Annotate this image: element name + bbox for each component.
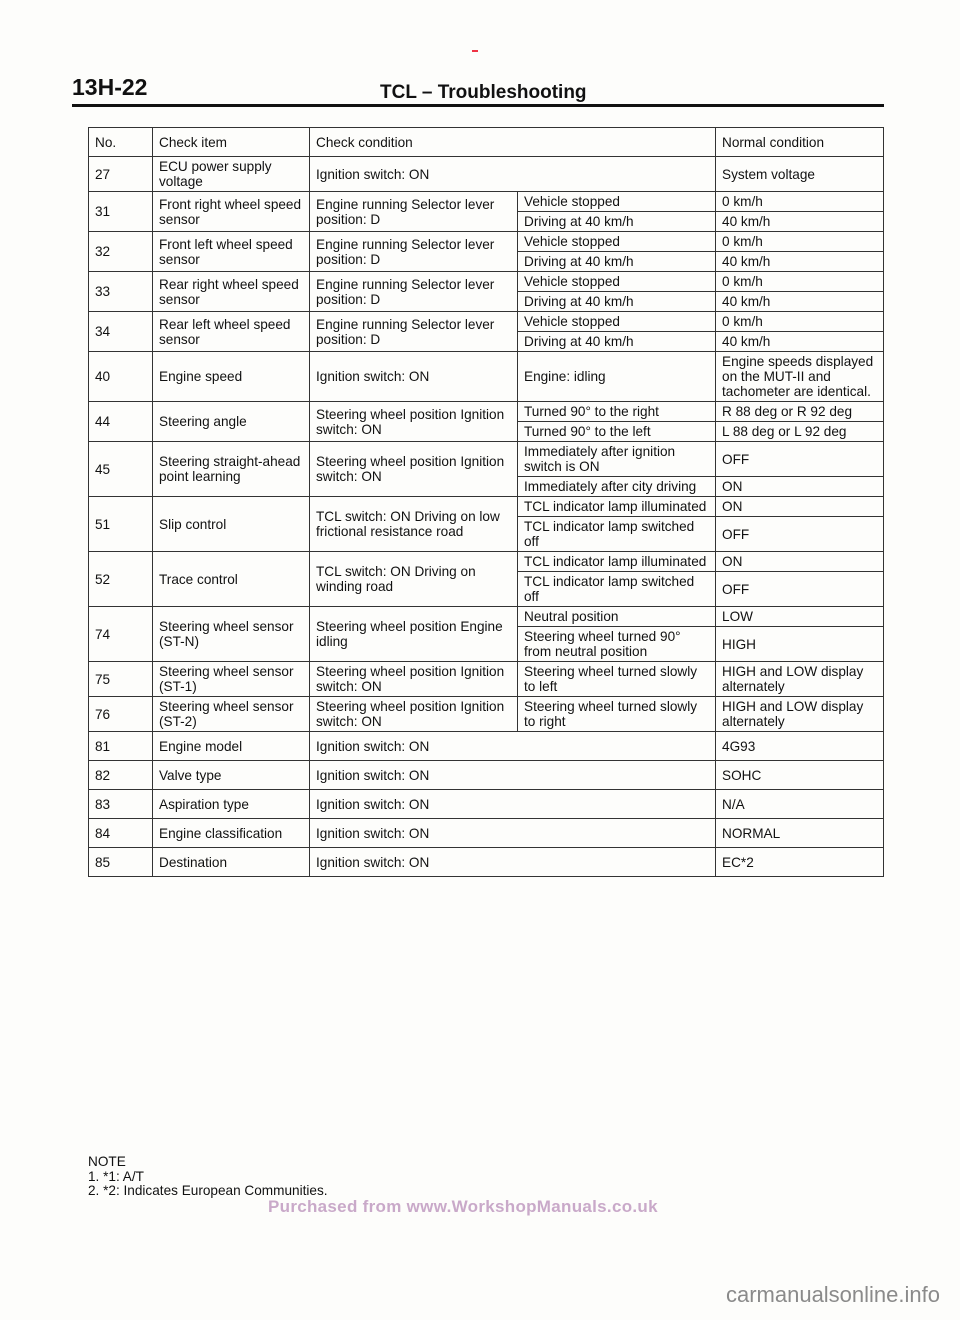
table-row [89, 607, 884, 627]
check-condition: Steering wheel position Ignition switch: ON [310, 442, 518, 497]
sub-condition: Vehicle stopped [518, 232, 716, 252]
header-rule [72, 104, 884, 107]
check-condition: Engine running Selector lever position: D [310, 232, 518, 272]
normal-condition: 0 km/h [716, 192, 884, 212]
check-condition: Engine running Selector lever position: D [310, 312, 518, 352]
table-row [89, 312, 884, 332]
check-condition: Engine running Selector lever position: D [310, 192, 518, 232]
table-row [89, 819, 884, 848]
sub-condition: TCL indicator lamp switched off [518, 572, 716, 607]
check-item: Aspiration type [153, 790, 310, 819]
normal-condition: OFF [716, 517, 884, 552]
row-number: 82 [89, 761, 153, 790]
table-row [89, 552, 884, 572]
normal-condition: HIGH and LOW display alternately [716, 662, 884, 697]
row-number: 45 [89, 442, 153, 497]
row-number: 34 [89, 312, 153, 352]
sub-condition: Immediately after ignition switch is ON [518, 442, 716, 477]
normal-condition: HIGH [716, 627, 884, 662]
table-row [89, 848, 884, 877]
row-number: 32 [89, 232, 153, 272]
normal-condition: 40 km/h [716, 252, 884, 272]
check-condition: Ignition switch: ON [310, 819, 716, 848]
normal-condition: OFF [716, 572, 884, 607]
check-item: Steering wheel sensor (ST-1) [153, 662, 310, 697]
normal-condition: 40 km/h [716, 292, 884, 312]
row-number: 81 [89, 732, 153, 761]
table-row [89, 761, 884, 790]
notes [88, 1155, 328, 1199]
sub-condition: Vehicle stopped [518, 272, 716, 292]
sub-condition: TCL indicator lamp illuminated [518, 552, 716, 572]
table-row [89, 442, 884, 477]
table-row [89, 192, 884, 212]
normal-condition: 40 km/h [716, 212, 884, 232]
check-condition: TCL switch: ON Driving on winding road [310, 552, 518, 607]
sub-condition: Steering wheel turned slowly to right [518, 697, 716, 732]
row-number: 31 [89, 192, 153, 232]
margin-mark [472, 50, 478, 52]
normal-condition: EC*2 [716, 848, 884, 877]
table-row [89, 662, 884, 697]
table-row [89, 697, 884, 732]
normal-condition: HIGH and LOW display alternately [716, 697, 884, 732]
check-item: Engine classification [153, 819, 310, 848]
sub-condition: Driving at 40 km/h [518, 252, 716, 272]
check-item: Engine speed [153, 352, 310, 402]
check-item: Rear right wheel speed sensor [153, 272, 310, 312]
note-item: 1. *1: A/T [88, 1168, 144, 1184]
sub-condition: Turned 90° to the left [518, 422, 716, 442]
sub-condition: Driving at 40 km/h [518, 212, 716, 232]
check-condition: Steering wheel position Ignition switch: ON [310, 697, 518, 732]
normal-condition: Engine speeds displayed on the MUT-II and tachometer are identical. [716, 352, 884, 402]
col-header-normal-condition: Normal condition [716, 128, 884, 157]
check-condition: Steering wheel position Ignition switch: ON [310, 402, 518, 442]
table-row [89, 402, 884, 422]
table-row [89, 157, 884, 192]
troubleshooting-table [88, 127, 884, 877]
note-heading: NOTE [88, 1154, 126, 1169]
normal-condition: System voltage [716, 157, 884, 192]
row-number: 27 [89, 157, 153, 192]
check-item: Steering straight-ahead point learning [153, 442, 310, 497]
sub-condition: Driving at 40 km/h [518, 332, 716, 352]
normal-condition: 40 km/h [716, 332, 884, 352]
normal-condition: ON [716, 552, 884, 572]
check-condition: Ignition switch: ON [310, 352, 518, 402]
normal-condition: LOW [716, 607, 884, 627]
sub-condition: Engine: idling [518, 352, 716, 402]
table-row [89, 272, 884, 292]
check-condition: Ignition switch: ON [310, 761, 716, 790]
normal-condition: L 88 deg or L 92 deg [716, 422, 884, 442]
check-condition: Ignition switch: ON [310, 848, 716, 877]
check-item: Steering wheel sensor (ST-N) [153, 607, 310, 662]
check-condition: Ignition switch: ON [310, 157, 716, 192]
normal-condition: SOHC [716, 761, 884, 790]
row-number: 83 [89, 790, 153, 819]
normal-condition: NORMAL [716, 819, 884, 848]
check-item: Valve type [153, 761, 310, 790]
normal-condition: N/A [716, 790, 884, 819]
table-row [89, 232, 884, 252]
sub-condition: TCL indicator lamp illuminated [518, 497, 716, 517]
normal-condition: 4G93 [716, 732, 884, 761]
check-item: Steering wheel sensor (ST-2) [153, 697, 310, 732]
row-number: 33 [89, 272, 153, 312]
table-header-row [89, 128, 884, 157]
check-item: Trace control [153, 552, 310, 607]
check-condition: TCL switch: ON Driving on low frictional resistance road [310, 497, 518, 552]
check-item: ECU power supply voltage [153, 157, 310, 192]
sub-condition: Turned 90° to the right [518, 402, 716, 422]
normal-condition: 0 km/h [716, 312, 884, 332]
table-row [89, 790, 884, 819]
row-number: 75 [89, 662, 153, 697]
sub-condition: Neutral position [518, 607, 716, 627]
sub-condition: Driving at 40 km/h [518, 292, 716, 312]
normal-condition: ON [716, 477, 884, 497]
check-condition: Ignition switch: ON [310, 790, 716, 819]
row-number: 74 [89, 607, 153, 662]
check-condition: Steering wheel position Ignition switch: ON [310, 662, 518, 697]
sub-condition: Immediately after city driving [518, 477, 716, 497]
normal-condition: ON [716, 497, 884, 517]
table-row [89, 352, 884, 402]
table-row [89, 732, 884, 761]
check-item: Engine model [153, 732, 310, 761]
col-header-no: No. [89, 128, 153, 157]
row-number: 52 [89, 552, 153, 607]
row-number: 51 [89, 497, 153, 552]
table-body [89, 157, 884, 877]
check-condition: Steering wheel position Engine idling [310, 607, 518, 662]
row-number: 40 [89, 352, 153, 402]
note-item: 2. *2: Indicates European Communities. [88, 1183, 328, 1198]
check-condition: Engine running Selector lever position: D [310, 272, 518, 312]
page-title: TCL – Troubleshooting [380, 82, 587, 103]
sub-condition: TCL indicator lamp switched off [518, 517, 716, 552]
check-item: Rear left wheel speed sensor [153, 312, 310, 352]
normal-condition: 0 km/h [716, 272, 884, 292]
sub-condition: Steering wheel turned 90° from neutral position [518, 627, 716, 662]
footer-site-name: carmanualsonline.info [725, 1282, 940, 1307]
row-number: 44 [89, 402, 153, 442]
normal-condition: 0 km/h [716, 232, 884, 252]
sub-condition: Vehicle stopped [518, 312, 716, 332]
col-header-check-condition: Check condition [310, 128, 716, 157]
check-item: Slip control [153, 497, 310, 552]
check-condition: Ignition switch: ON [310, 732, 716, 761]
page-number: 13H-22 [72, 74, 148, 100]
table-row [89, 497, 884, 517]
check-item: Front right wheel speed sensor [153, 192, 310, 232]
check-item: Steering angle [153, 402, 310, 442]
normal-condition: R 88 deg or R 92 deg [716, 402, 884, 422]
sub-condition: Steering wheel turned slowly to left [518, 662, 716, 697]
row-number: 84 [89, 819, 153, 848]
check-item: Destination [153, 848, 310, 877]
col-header-check-item: Check item [153, 128, 310, 157]
row-number: 76 [89, 697, 153, 732]
check-item: Front left wheel speed sensor [153, 232, 310, 272]
normal-condition: OFF [716, 442, 884, 477]
row-number: 85 [89, 848, 153, 877]
sub-condition: Vehicle stopped [518, 192, 716, 212]
watermark-text: Purchased from www.WorkshopManuals.co.uk [268, 1197, 658, 1216]
